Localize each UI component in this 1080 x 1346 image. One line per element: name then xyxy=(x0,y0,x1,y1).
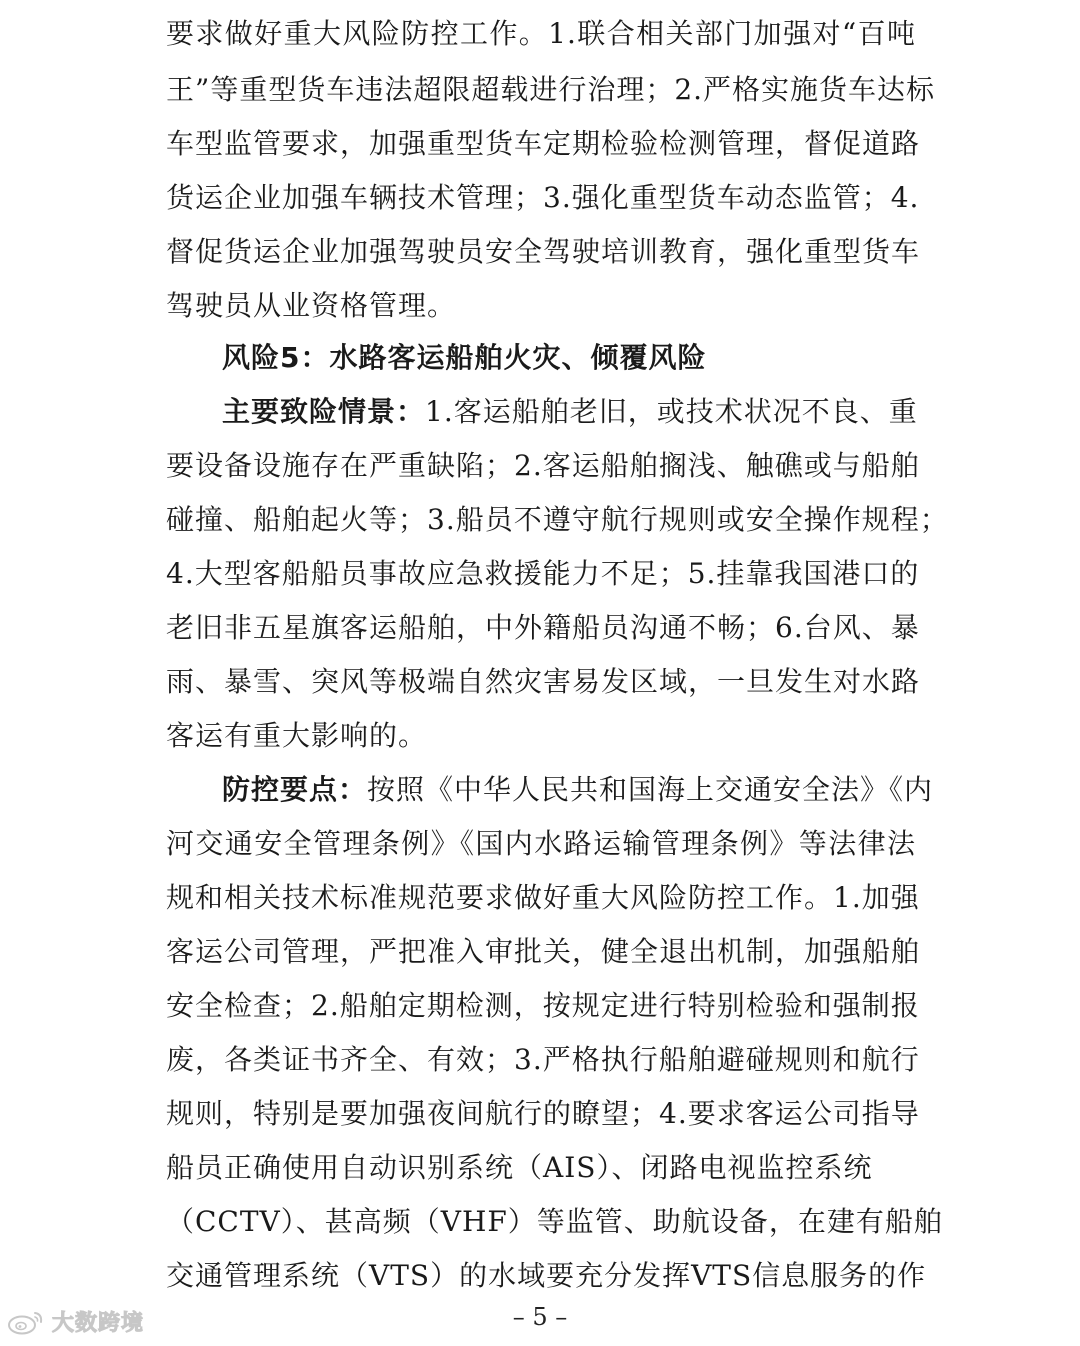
paragraph-line: （CCTV）、甚高频（VHF）等监管、助航设备，在建有船舶 xyxy=(166,1205,943,1238)
paragraph-line: 交通管理系统（VTS）的水域要充分发挥VTS信息服务的作 xyxy=(166,1259,927,1292)
paragraph-line: 老旧非五星旗客运船舶，中外籍船员沟通不畅；6.台风、暴 xyxy=(166,611,920,644)
risk-heading: 风险5：水路客运船舶火灾、倾覆风险 xyxy=(222,341,707,374)
paragraph-line: 河交通安全管理条例》《国内水路运输管理条例》等法律法 xyxy=(166,827,916,860)
paragraph-line: 车型监管要求，加强重型货车定期检验检测管理，督促道路 xyxy=(166,127,921,160)
scenario-first-line xyxy=(222,392,916,432)
paragraph-line: 规则，特别是要加强夜间航行的瞭望；4.要求客运公司指导 xyxy=(166,1097,920,1130)
control-first-line-text: 按照《中华人民共和国海上交通安全法》《内 xyxy=(367,773,934,806)
paragraph-line: 船员正确使用自动识别系统（AIS）、闭路电视监控系统 xyxy=(166,1151,873,1184)
paragraph-line: 王”等重型货车违法超限超载进行治理；2.严格实施货车达标 xyxy=(166,73,936,106)
watermark-text: 大数跨境 xyxy=(52,1311,145,1336)
paragraph-line: 货运企业加强车辆技术管理；3.强化重型货车动态监管；4. xyxy=(166,181,920,214)
control-first-line xyxy=(222,770,934,810)
paragraph-line: 雨、暴雪、突风等极端自然灾害易发区域，一旦发生对水路 xyxy=(166,665,921,698)
weibo-logo-icon xyxy=(6,1309,46,1335)
page-number: – 5 – xyxy=(512,1303,568,1331)
control-label: 防控要点： xyxy=(222,773,368,806)
scenario-label: 主要致险情景： xyxy=(222,395,426,428)
paragraph-line: 驾驶员从业资格管理。 xyxy=(166,289,457,322)
paragraph-line: 4.大型客船船员事故应急救援能力不足；5.挂靠我国港口的 xyxy=(166,557,920,590)
paragraph-line: 碰撞、船舶起火等；3.船员不遵守航行规则或安全操作规程； xyxy=(166,503,949,536)
paragraph-line: 规和相关技术标准规范要求做好重大风险防控工作。1.加强 xyxy=(166,881,920,914)
paragraph-line: 要求做好重大风险防控工作。1.联合相关部门加强对“百吨 xyxy=(166,17,916,50)
watermark xyxy=(6,1306,144,1337)
paragraph-line: 客运公司管理，严把准入审批关，健全退出机制，加强船舶 xyxy=(166,935,921,968)
paragraph-line: 安全检查；2.船舶定期检测，按规定进行特别检验和强制报 xyxy=(166,989,920,1022)
paragraph-line: 废，各类证书齐全、有效；3.严格执行船舶避碰规则和航行 xyxy=(166,1043,920,1076)
scenario-first-line-text: 1.客运船舶老旧，或技术状况不良、重 xyxy=(425,395,918,428)
paragraph-line: 督促货运企业加强驾驶员安全驾驶培训教育，强化重型货车 xyxy=(166,235,921,268)
paragraph-line: 客运有重大影响的。 xyxy=(166,719,428,752)
paragraph-line: 要设备设施存在严重缺陷；2.客运船舶搁浅、触礁或与船舶 xyxy=(166,449,920,482)
